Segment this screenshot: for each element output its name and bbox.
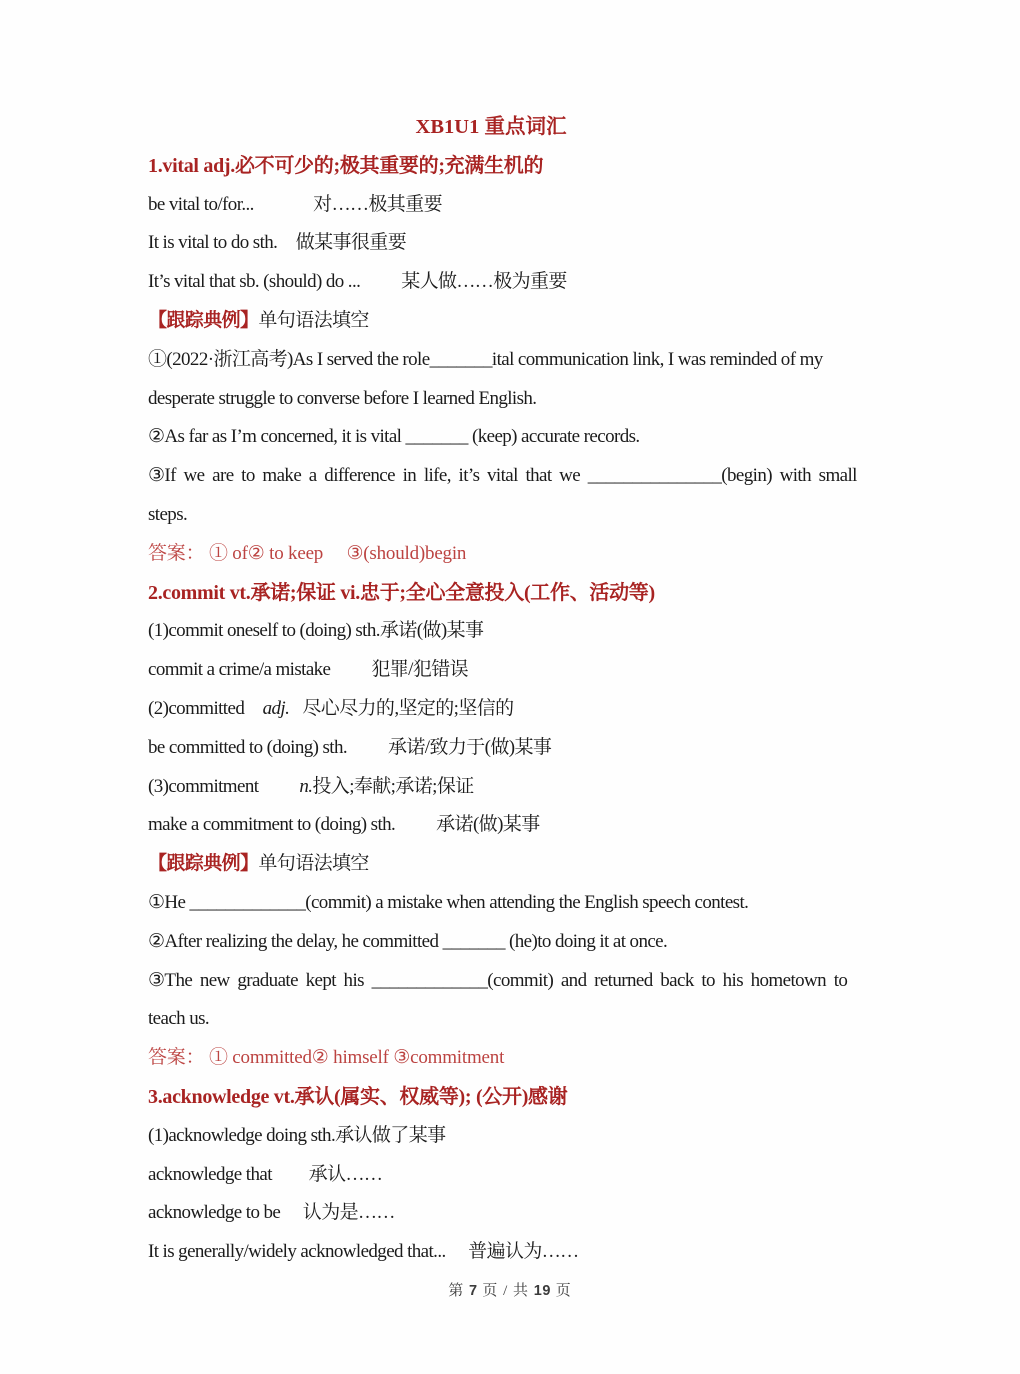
text-segment: (2)committed (148, 697, 263, 719)
usage-it-is-vital-to-do (148, 224, 880, 263)
text-segment: teach us. (148, 1008, 210, 1030)
text-segment: (3)commitment (148, 775, 300, 797)
text-segment: ①(2022·浙江高考)As I served the role (148, 348, 430, 370)
answer-1 (148, 535, 880, 574)
usage-it-is-acknowledged (148, 1233, 880, 1272)
text-segment: 3.acknowledge vt.承认(属实、权威等); (公开)感谢 (148, 1085, 568, 1108)
usage-acknowledge-that (148, 1156, 880, 1195)
text-segment: commit a crime/a mistake 犯罪/犯错误 (148, 659, 469, 681)
text-segment: adj. (262, 697, 290, 719)
text-segment: 【跟踪典例】 (148, 853, 259, 875)
footer-total-pages: 19 (533, 1282, 551, 1299)
text-segment: be committed to (doing) sth. 承诺/致力于(做)某事 (148, 736, 552, 758)
text-segment: (he)to doing it at once. (504, 930, 668, 952)
text-segment: 2.commit vt.承诺;保证 vi.忠于;全心全意投入(工作、活动等) (148, 581, 655, 604)
text-segment: ②As far as I’m concerned, it is vital (148, 426, 406, 448)
text-segment: acknowledge to be 认为是…… (148, 1202, 395, 1224)
text-segment: 尽心尽力的,坚定的;坚信的 (289, 697, 514, 719)
text-segment: _____________ (371, 969, 488, 991)
example-header-2 (148, 845, 880, 884)
text-segment: 投入;奉献;承诺;保证 (312, 775, 474, 797)
text-segment: _______ (442, 930, 505, 952)
text-segment: ①He (148, 891, 190, 913)
usage-its-vital-that (148, 263, 880, 302)
text-segment: acknowledge that 承认…… (148, 1163, 383, 1185)
exercise-2-3 (148, 962, 880, 1001)
footer-label-before: 第 (448, 1282, 470, 1299)
text-segment: 单句语法填空 (258, 309, 369, 331)
footer-page-number: 7 (469, 1282, 478, 1299)
answer-2 (148, 1039, 880, 1078)
text-segment: _______ (405, 426, 468, 448)
exercise-2-2 (148, 923, 880, 962)
exercise-1-2 (148, 418, 880, 457)
text-segment: _____________ (189, 891, 306, 913)
page-footer (0, 1272, 1020, 1311)
footer-label-middle: 页 / 共 (477, 1282, 534, 1299)
usage-acknowledge-to-be (148, 1194, 880, 1233)
entry-2-heading (148, 574, 880, 613)
text-segment: It’s vital that sb. (should) do ... 某人做……极为重要 (148, 271, 567, 293)
exercise-1-3 (148, 457, 880, 496)
text-segment: ital communication link, I was reminded of my (491, 348, 823, 370)
text-segment: It is generally/widely acknowledged that... 普遍认为…… (148, 1241, 579, 1263)
text-segment: It is vital to do sth. 做某事很重要 (148, 232, 407, 254)
exercise-1-1 (148, 341, 880, 380)
text-segment: ③The new graduate kept his (148, 969, 372, 991)
text-segment: ②After realizing the delay, he committed (148, 930, 443, 952)
text-segment: _______ (429, 348, 492, 370)
text-segment: steps. (148, 503, 188, 525)
text-segment: 答案： ① committed② himself ③commitment (148, 1047, 505, 1069)
usage-acknowledge-doing (148, 1117, 880, 1156)
text-segment: _(begin) with small (712, 465, 857, 487)
text-segment: (keep) accurate records. (467, 426, 640, 448)
usage-commit-oneself (148, 612, 880, 651)
footer-label-after: 页 (550, 1282, 572, 1299)
text-segment: make a commitment to (doing) sth. 承诺(做)某事 (148, 814, 540, 836)
text-segment: 1.vital adj.必不可少的;极其重要的;充满生机的 (148, 154, 544, 177)
text-segment: 【跟踪典例】 (148, 309, 259, 331)
usage-commit-a-crime (148, 651, 880, 690)
usage-committed-adj (148, 690, 880, 729)
exercise-2-3-cont (148, 1000, 880, 1039)
usage-be-vital-to-for (148, 186, 880, 225)
exercise-1-3-cont (148, 496, 880, 535)
entry-1-heading (148, 147, 880, 186)
usage-commitment-noun (148, 768, 880, 807)
usage-be-committed-to (148, 729, 880, 768)
text-segment: 答案： ① of② to keep ③(should)begin (148, 542, 467, 564)
text-segment: (commit) a mistake when attending the English speech contest. (305, 891, 749, 913)
text-segment: XB1U1 重点词汇 (415, 116, 567, 138)
text-segment: (1)acknowledge doing sth.承认做了某事 (148, 1124, 446, 1146)
entry-3-heading (148, 1078, 880, 1117)
text-segment: (commit) and returned back to his hometown to (487, 969, 848, 991)
text-segment: (1)commit oneself to (doing) sth.承诺(做)某事 (148, 620, 484, 642)
text-segment: 单句语法填空 (258, 853, 369, 875)
exercise-2-1 (148, 884, 880, 923)
text-segment: be vital to/for... 对……极其重要 (148, 193, 442, 215)
example-header-1 (148, 302, 880, 341)
exercise-1-1-cont (148, 380, 880, 419)
usage-make-a-commitment (148, 806, 880, 845)
text-segment: desperate struggle to converse before I learned English. (148, 387, 537, 409)
text-segment: ③If we are to make a difference in life, it’s vital that we (148, 465, 588, 487)
text-segment: n. (299, 775, 313, 797)
doc-title (148, 108, 880, 147)
text-segment: ______________ (587, 465, 713, 487)
